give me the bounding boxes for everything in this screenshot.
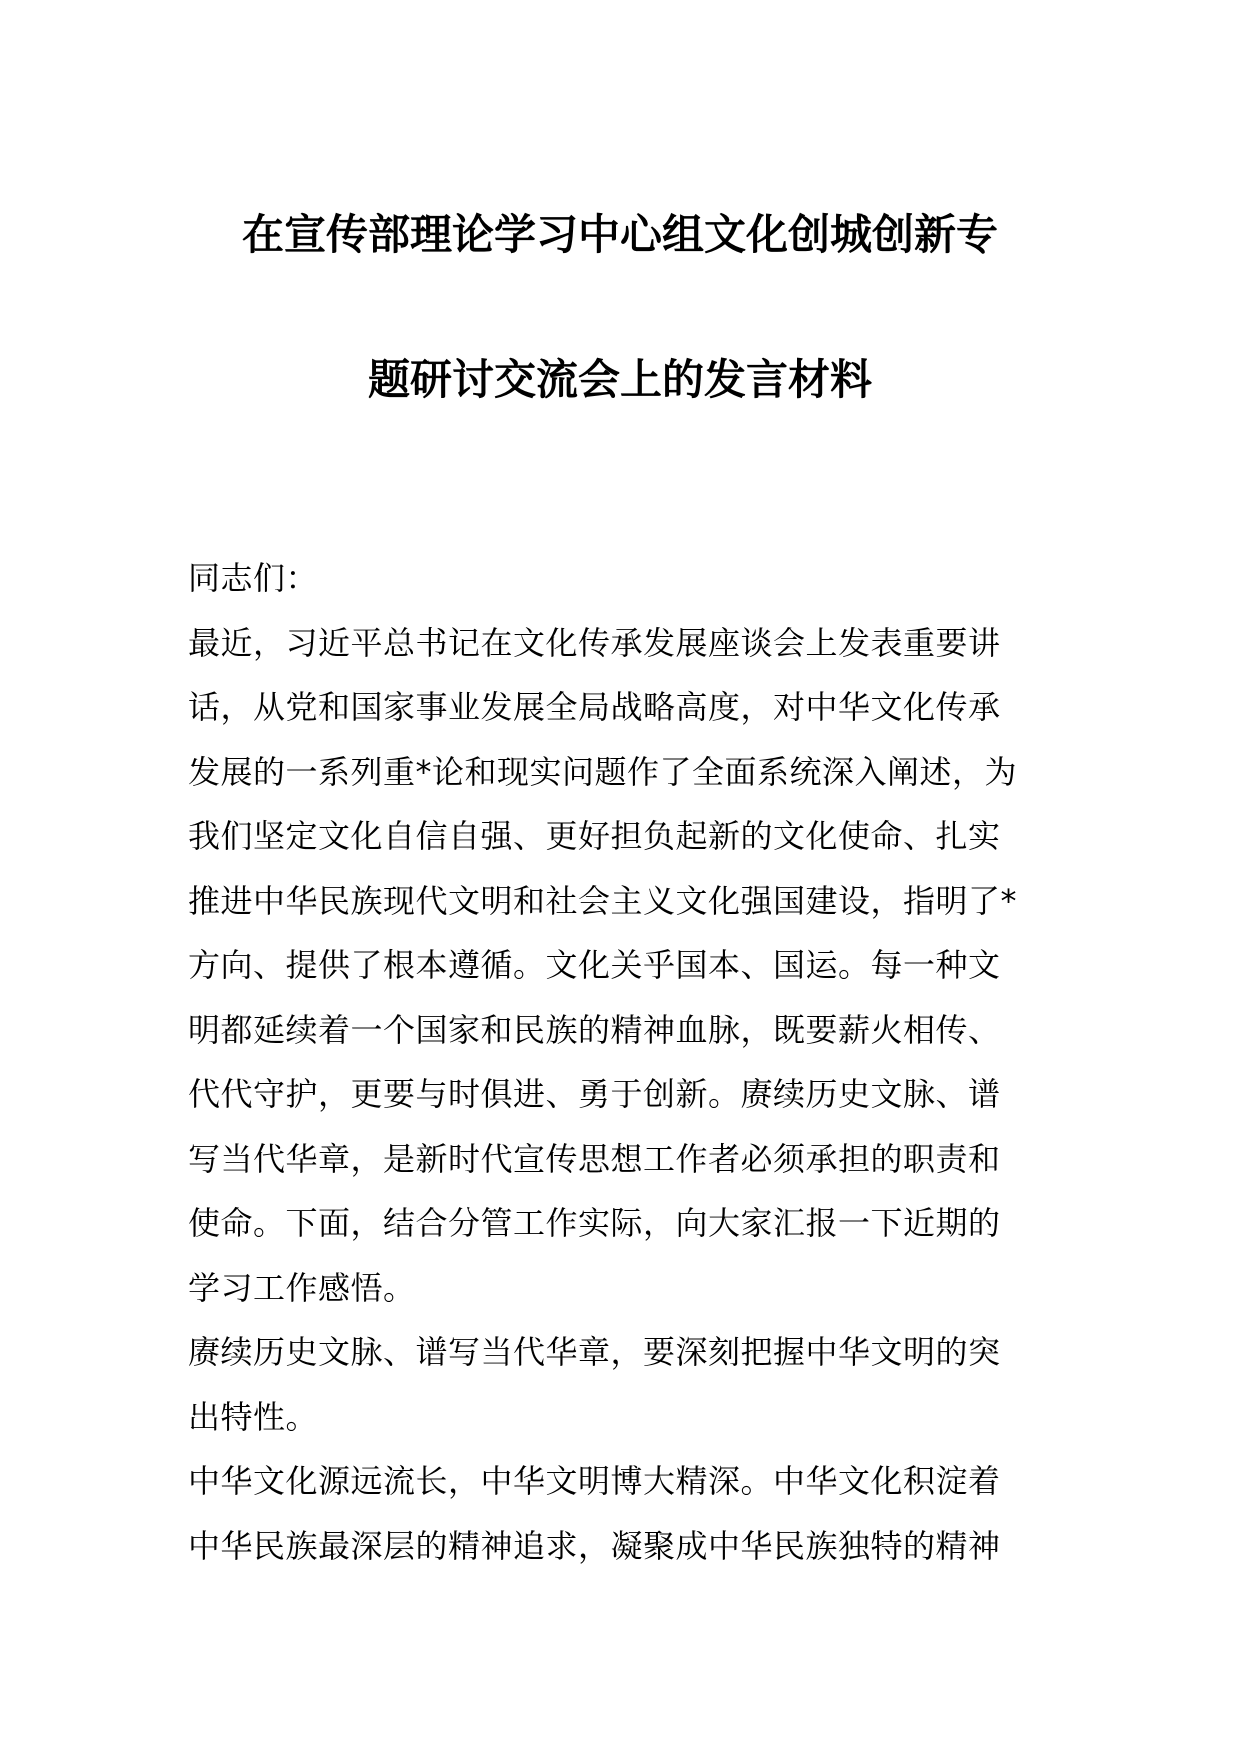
- body-line: 使命。下面，结合分管工作实际，向大家汇报一下近期的: [188, 1204, 1001, 1242]
- body-line: 中华民族最深层的精神追求，凝聚成中华民族独特的精神: [188, 1526, 1001, 1565]
- body-line: 方向、提供了根本遵循。文化关乎国本、国运。每一种文: [188, 946, 1001, 984]
- document-body: [188, 546, 1058, 1578]
- salutation: 同志们：: [188, 559, 319, 597]
- body-line: 我们坚定文化自信自强、更好担负起新的文化使命、扎实: [188, 817, 1001, 855]
- body-line: 代代守护，更要与时俱进、勇于创新。赓续历史文脉、谱: [188, 1075, 1001, 1113]
- body-line: 推进中华民族现代文明和社会主义文化强国建设，指明了*: [188, 881, 1018, 920]
- body-line: 写当代华章，是新时代宣传思想工作者必须承担的职责和: [188, 1139, 1001, 1178]
- document-title-line-1: 在宣传部理论学习中心组文化创城创新专: [241, 210, 998, 259]
- document-title-line-2: 题研讨交流会上的发言材料: [367, 355, 872, 404]
- section-heading-line: 赓续历史文脉、谱写当代华章，要深刻把握中华文明的突: [188, 1333, 1001, 1371]
- body-line: 中华文化源远流长，中华文明博大精深。中华文化积淀着: [188, 1462, 1001, 1500]
- body-line: 明都延续着一个国家和民族的精神血脉，既要薪火相传、: [188, 1010, 1001, 1049]
- body-line: 话，从党和国家事业发展全局战略高度，对中华文化传承: [188, 688, 1001, 726]
- body-line: 发展的一系列重*论和现实问题作了全面系统深入阐述，为: [188, 752, 1018, 791]
- body-line: 学习工作感悟。: [188, 1268, 416, 1307]
- body-line: 最近，习近平总书记在文化传承发展座谈会上发表重要讲: [188, 623, 1001, 662]
- section-heading-line: 出特性。: [188, 1397, 319, 1436]
